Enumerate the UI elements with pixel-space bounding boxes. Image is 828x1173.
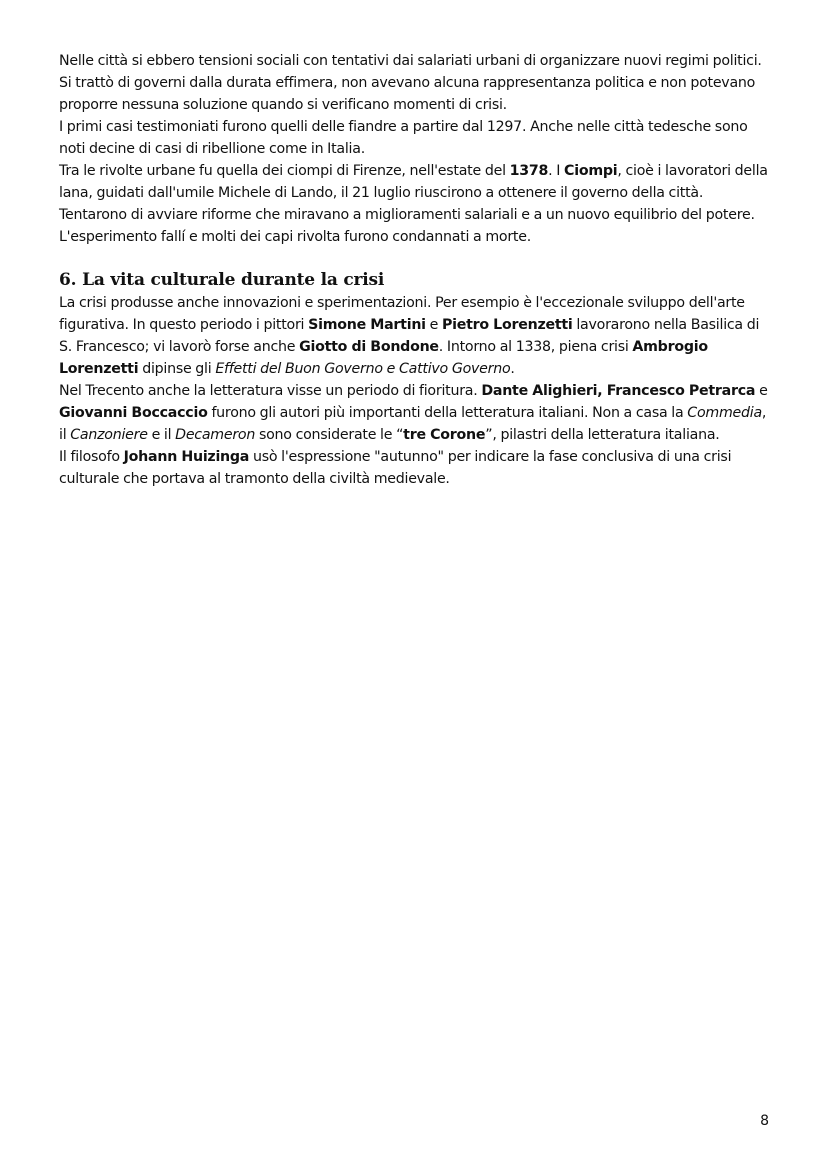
paragraph-ciompi-revolt [59,160,774,248]
text-span: e il [147,427,176,443]
bold-ciompi: Ciompi [564,163,618,179]
text-span: furono gli autori più importanti della letteratura italiani. Non a casa la [207,405,688,421]
page-number: 8 [760,1113,769,1129]
bold-giotto: Giotto di Bondone [299,339,439,355]
text-span: e [755,383,768,399]
paragraph-first-cases [59,116,774,160]
text-span: La crisi produsse anche innovazioni e sperimentazioni. Per esempio è l'eccezionale sviluppo dell'arte figurativa. In questo periodo i pittori [59,295,745,333]
text-span: e [425,317,442,333]
italic-effetti: Effetti del Buon Governo e Cattivo Governo [215,361,511,377]
paragraph-literature [59,380,774,446]
bold-pietro-lorenzetti: Pietro Lorenzetti [441,317,573,333]
paragraph-figurative-art [59,292,774,380]
text-span: sono considerate le “ [255,427,404,443]
text-span: Tra le rivolte urbane fu quella dei ciompi di Firenze, nell'estate del [59,163,510,179]
text-span: dipinse gli [138,361,216,377]
bold-dante-petrarca: Dante Alighieri, Francesco Petrarca [481,383,756,399]
paragraph-huizinga [59,446,774,490]
italic-commedia: Commedia [687,405,762,421]
bold-ambrogio-lorenzetti: Ambrogio Lorenzetti [59,339,708,377]
text-span: lavorarono nella Basilica di S. Francesco; vi lavorò forse anche [59,317,760,355]
text-span: , il [59,405,767,443]
bold-huizinga: Johann Huizinga [123,449,250,465]
text-span: , cioè i lavoratori della lana, guidati dall'umile Michele di Lando, il 21 luglio riuscirono a ottenere il governo della città. Tentarono di avviare riforme che miravano a miglioramenti salariali e a un nuovo equilibrio del potere. L'esperimento fallí e molti dei capi rivolta furono condannati a morte. [59,163,768,245]
italic-decameron: Decameron [175,427,256,443]
text-span: I primi casi testimoniati furono quelli delle fiandre a partire dal 1297. Anche nelle città tedesche sono noti decine di casi di ribellione come in Italia. [59,119,748,157]
italic-canzoniere: Canzoniere [70,427,148,443]
text-span: . Intorno al 1338, piena crisi [438,339,633,355]
document-page [59,50,774,490]
text-span: Nelle città si ebbero tensioni sociali con tentativi dai salariati urbani di organizzare nuovi regimi politici. Si trattò di governi dalla durata effimera, non avevano alcuna rappresentanza politica e non potevano proporre nessuna soluzione quando si verificano momenti di crisi. [59,53,762,113]
text-span: . I [548,163,565,179]
text-span: Il filosofo [59,449,124,465]
bold-simone-martini: Simone Martini [308,317,426,333]
paragraph-urban-tensions [59,50,774,116]
text-span: usò l'espressione "autunno" per indicare la fase conclusiva di una crisi culturale che portava al tramonto della civiltà medievale. [59,449,732,487]
bold-year-1378: 1378 [509,163,549,179]
text-span: Nel Trecento anche la letteratura visse un periodo di fioritura. [59,383,482,399]
section-heading: 6. La vita culturale durante la crisi [59,270,385,290]
bold-boccaccio: Giovanni Boccaccio [59,405,208,421]
bold-tre-corone: tre Corone [403,427,486,443]
text-span: . [510,361,515,377]
text-span: ”, pilastri della letteratura italiana. [485,427,720,443]
